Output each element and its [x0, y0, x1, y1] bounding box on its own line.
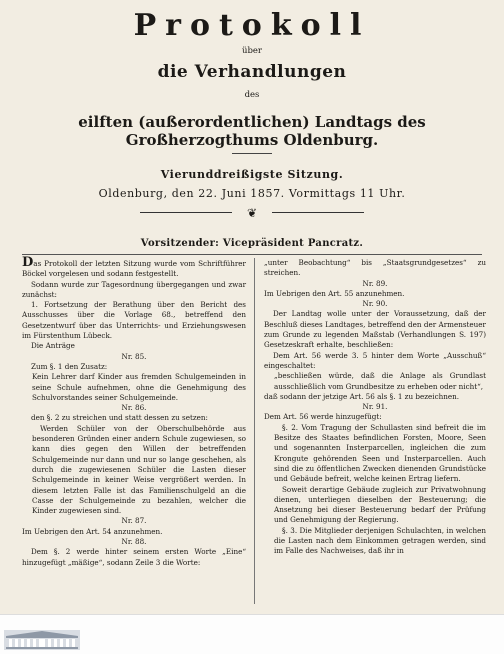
paragraph: Im Uebrigen den Art. 55 anzunehmen. — [264, 288, 405, 298]
quoted-paragraph: §. 3. Die Mitglieder derjenigen Schulachten, in welchen die Lasten nach dem Einkommen getragen werden, sind im Falle des Nachweises, daß ihr in — [274, 525, 486, 556]
motion-number: Nr. 91. — [362, 402, 388, 412]
motion-number: Nr. 90. — [362, 299, 388, 309]
paragraph: Die Anträge — [31, 341, 75, 351]
quoted-paragraph: Soweit derartige Gebäude zugleich zur Privatwohnung dienen, unterliegen dieselben der Besteuerung; die Ansetzung bei dieser Besteuerung bedarf der Prüfung und Genehmigung der Regierung. — [274, 484, 486, 525]
paragraph: Dem §. 2 werde hinter seinem ersten Worte „Eine“ hinzugefügt „mäßige“, sodann Zeile 3 die Worte: — [22, 547, 246, 567]
column-divider — [254, 258, 255, 604]
session-date: Oldenburg, den 22. Juni 1857. Vormittags 11 Uhr. — [98, 187, 406, 200]
chairman-line: Vorsitzender: Vicepräsident Pancratz. — [140, 238, 364, 249]
paragraph: Zum §. 1 den Zusatz: — [31, 361, 108, 371]
motion-number: Nr. 85. — [121, 351, 147, 361]
ornament-icon: ❦ — [232, 205, 272, 221]
subtitle-verhandlungen: die Verhandlungen — [157, 62, 347, 82]
paragraph: Im Uebrigen den Art. 54 anzunehmen. — [22, 526, 163, 536]
header-rule — [22, 254, 482, 255]
footer-bar — [0, 614, 504, 654]
paragraph: den §. 2 zu streichen und statt dessen zu setzen: — [31, 413, 208, 423]
left-column — [22, 255, 246, 568]
quoted-paragraph: §. 2. Vom Tragung der Schullasten sind befreit die im Besitze des Staates befindlichen Forsten, Moore, Seen und sogenannten Insterparcellen, ingleichen die zum Krongute gehörenden Seen und Insterparcellen. Auch sind die zu öffentlichen Zwecken dienenden Grundstücke und Gebäude befreit, welche keinen Ertrag liefern. — [274, 422, 486, 484]
motion-number: Nr. 88. — [121, 537, 147, 547]
subtitle-des: des — [244, 90, 260, 100]
paragraph: „unter Beobachtung“ bis „Staatsgrundgesetzes“ zu streichen. — [264, 258, 486, 278]
quoted-text: Kein Lehrer darf Kinder aus fremden Schulgemeinden in seine Schule aufnehmen, ohne die Genehmigung des Schulvorstandes seiner Schulgemeinde. — [32, 372, 246, 402]
paragraph: Sodann wurde zur Tagesordnung übergegangen und zwar zunächst: — [22, 279, 246, 299]
paragraph — [22, 255, 246, 280]
quoted-text: „beschließen würde, daß die Anlage als Grundlast ausschließlich vom Grundbesitze zu erheben oder nicht“, — [274, 371, 486, 391]
paragraph: daß sodann der jetzige Art. 56 als §. 1 zu bezeichnen. — [264, 391, 460, 401]
quoted-paragraph: Werden Schüler von der Oberschulbehörde aus besonderen Gründen einer andern Schule zugewiesen, so kann dies gegen den Willen der betreffenden Schulgemeinde nur dann und nur so lange geschehen, als durch die zugewiesenen Schüler die Lasten dieser Schulgemeinde in keiner Weise vergrößert werden. In diesem letzten Falle ist das Familienschulgeld an die Casse der Schulgemeinde zu bezahlen, welcher die Kinder zugewiesen sind. — [32, 423, 246, 516]
paragraph: 1. Fortsetzung der Berathung über den Bericht des Ausschusses über die Vorlage 68., betreffend den Gesetzentwurf über das Unterrichts- und Erziehungswesen im Fürstenthum Lübeck. — [22, 300, 246, 341]
right-column — [264, 258, 486, 557]
motion-number: Nr. 89. — [362, 278, 388, 288]
motion-number: Nr. 87. — [121, 516, 147, 526]
paragraph: Dem Art. 56 werde 3. 5 hinter dem Worte „Ausschuß“ eingeschaltet: — [264, 350, 486, 370]
document-title: Protokoll — [133, 8, 371, 43]
ornamental-divider — [140, 205, 364, 221]
paragraph-text: as Protokoll der letzten Sitzung wurde vom Schriftführer Böckel vorgelesen und sodann festgestellt. — [22, 259, 246, 279]
drop-capital: D — [22, 255, 34, 270]
landtag-heading: eilften (außerordentlichen) Landtags des Großherzogthums Oldenburg. — [78, 113, 426, 149]
session-heading: Vierunddreißigste Sitzung. — [160, 168, 344, 181]
library-building-logo-icon — [4, 630, 80, 650]
subtitle-ueber: über — [241, 46, 262, 56]
short-divider — [232, 153, 272, 154]
paragraph: Der Landtag wolle unter der Voraussetzung, daß der Beschluß dieses Landtages, betreffend den der Armensteuer zum Grunde zu legenden Maßstab (Verhandlungen S. 197) Gesetzeskraft erhalte, beschließen: — [264, 309, 486, 350]
paragraph: Dem Art. 56 werde hinzugefügt: — [264, 412, 382, 422]
motion-number: Nr. 86. — [121, 403, 147, 413]
